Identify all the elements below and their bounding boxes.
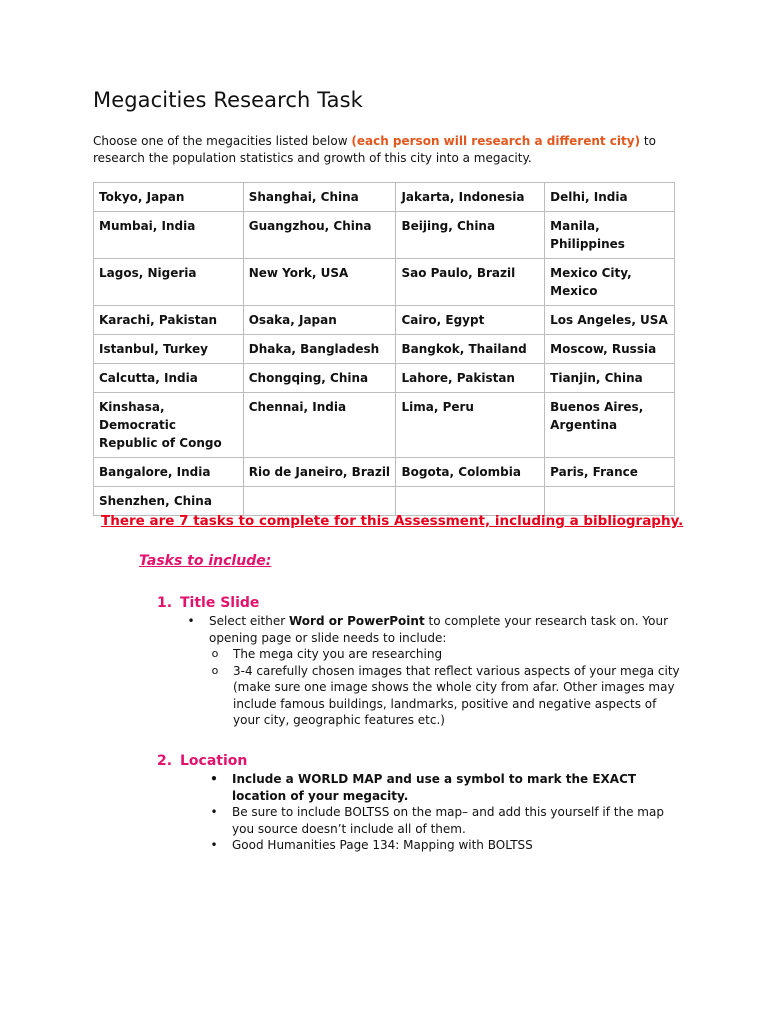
bullet-text-end: to complete your research task on. Your opening page or slide needs to include: [209,614,669,645]
bullet-text: Be sure to include BOLTSS on the map– and add this yourself if the map you source doesn’t include all of them. [232,805,664,836]
circle-bullet-glyph: o [211,663,219,677]
intro-text-end: to research the population statistics and growth of this city into a megacity. [93,134,656,165]
bullet-text-start: Select either [209,614,289,628]
table-row [94,259,675,306]
city-cell: Manila, Philippines [545,212,675,259]
bullet-glyph: • [210,838,218,852]
list-item [185,613,685,729]
city-cell: Lagos, Nigeria [94,259,244,306]
city-cell: Shenzhen, China [94,487,244,516]
location-bullets [208,771,678,854]
city-cell: Kinshasa, Democratic Republic of Congo [94,393,244,458]
city-cell: Bangalore, India [94,458,244,487]
table-row [94,212,675,259]
city-cell: Mexico City, Mexico [545,259,675,306]
city-cell: Delhi, India [545,183,675,212]
sub-item-text: 3-4 carefully chosen images that reflect various aspects of your mega city (make sure one image shows the whole city from afar. Other images may include famous buildings, landmarks, positive and negative aspects of your city, geographic features etc.) [233,663,680,727]
city-cell: Karachi, Pakistan [94,306,244,335]
section-heading-text: Location [180,753,248,769]
section-title-slide-heading [157,595,259,611]
table-row [94,487,675,516]
title-slide-bullets [185,613,685,729]
tasks-heading: Tasks to include: [139,553,272,569]
city-cell: Sao Paulo, Brazil [396,259,545,306]
list-item [208,771,678,804]
city-cell: Osaka, Japan [243,306,396,335]
page-title: Megacities Research Task [93,88,363,112]
table-row [94,183,675,212]
circle-bullet-glyph: o [211,647,219,660]
bullet-glyph: • [210,805,218,819]
city-cell [545,487,675,516]
section-number: 2. [157,753,173,769]
city-cell: Shanghai, China [243,183,396,212]
assessment-note: There are 7 tasks to complete for this Assessment, including a bibliography. [101,513,684,529]
bullet-glyph: • [210,772,218,786]
table-row [94,393,675,458]
city-cell: Beijing, China [396,212,545,259]
city-cell: Rio de Janeiro, Brazil [243,458,396,487]
city-cell: Cairo, Egypt [396,306,545,335]
bullet-text: Include a WORLD MAP and use a symbol to mark the EXACT location of your megacity. [232,772,637,803]
intro-text-start: Choose one of the megacities listed below [93,134,352,148]
city-cell: Buenos Aires, Argentina [545,393,675,458]
city-cell: Guangzhou, China [243,212,396,259]
section-number: 1. [157,595,173,611]
sub-list-item [209,663,685,729]
city-cell: Lima, Peru [396,393,545,458]
city-cell [243,487,396,516]
city-cell: Mumbai, India [94,212,244,259]
table-row [94,306,675,335]
table-row [94,364,675,393]
city-cell: Jakarta, Indonesia [396,183,545,212]
bullet-text: Good Humanities Page 134: Mapping with BOLTSS [232,838,533,852]
city-cell: Bogota, Colombia [396,458,545,487]
title-slide-sub-list [209,646,685,729]
city-cell: Paris, France [545,458,675,487]
sub-item-text: The mega city you are researching [233,647,443,661]
list-item [208,837,678,854]
city-cell: Lahore, Pakistan [396,364,545,393]
section-heading-text: Title Slide [180,595,260,611]
city-cell: Los Angeles, USA [545,306,675,335]
city-cell: Tokyo, Japan [94,183,244,212]
city-cell: Bangkok, Thailand [396,335,545,364]
city-cell: Istanbul, Turkey [94,335,244,364]
city-cell: Moscow, Russia [545,335,675,364]
city-cell: Chongqing, China [243,364,396,393]
city-cell: New York, USA [243,259,396,306]
intro-paragraph [93,133,693,167]
city-cell: Tianjin, China [545,364,675,393]
city-cell: Dhaka, Bangladesh [243,335,396,364]
section-location-heading [157,753,247,769]
city-cell [396,487,545,516]
table-row [94,458,675,487]
city-cell: Calcutta, India [94,364,244,393]
bullet-glyph: • [187,614,195,628]
table-row [94,335,675,364]
city-cell: Chennai, India [243,393,396,458]
intro-highlight: (each person will research a different city) [351,134,641,148]
sub-list-item [209,646,685,663]
megacities-table [93,182,675,516]
bullet-bold-text: Word or PowerPoint [289,614,425,628]
list-item [208,804,678,837]
